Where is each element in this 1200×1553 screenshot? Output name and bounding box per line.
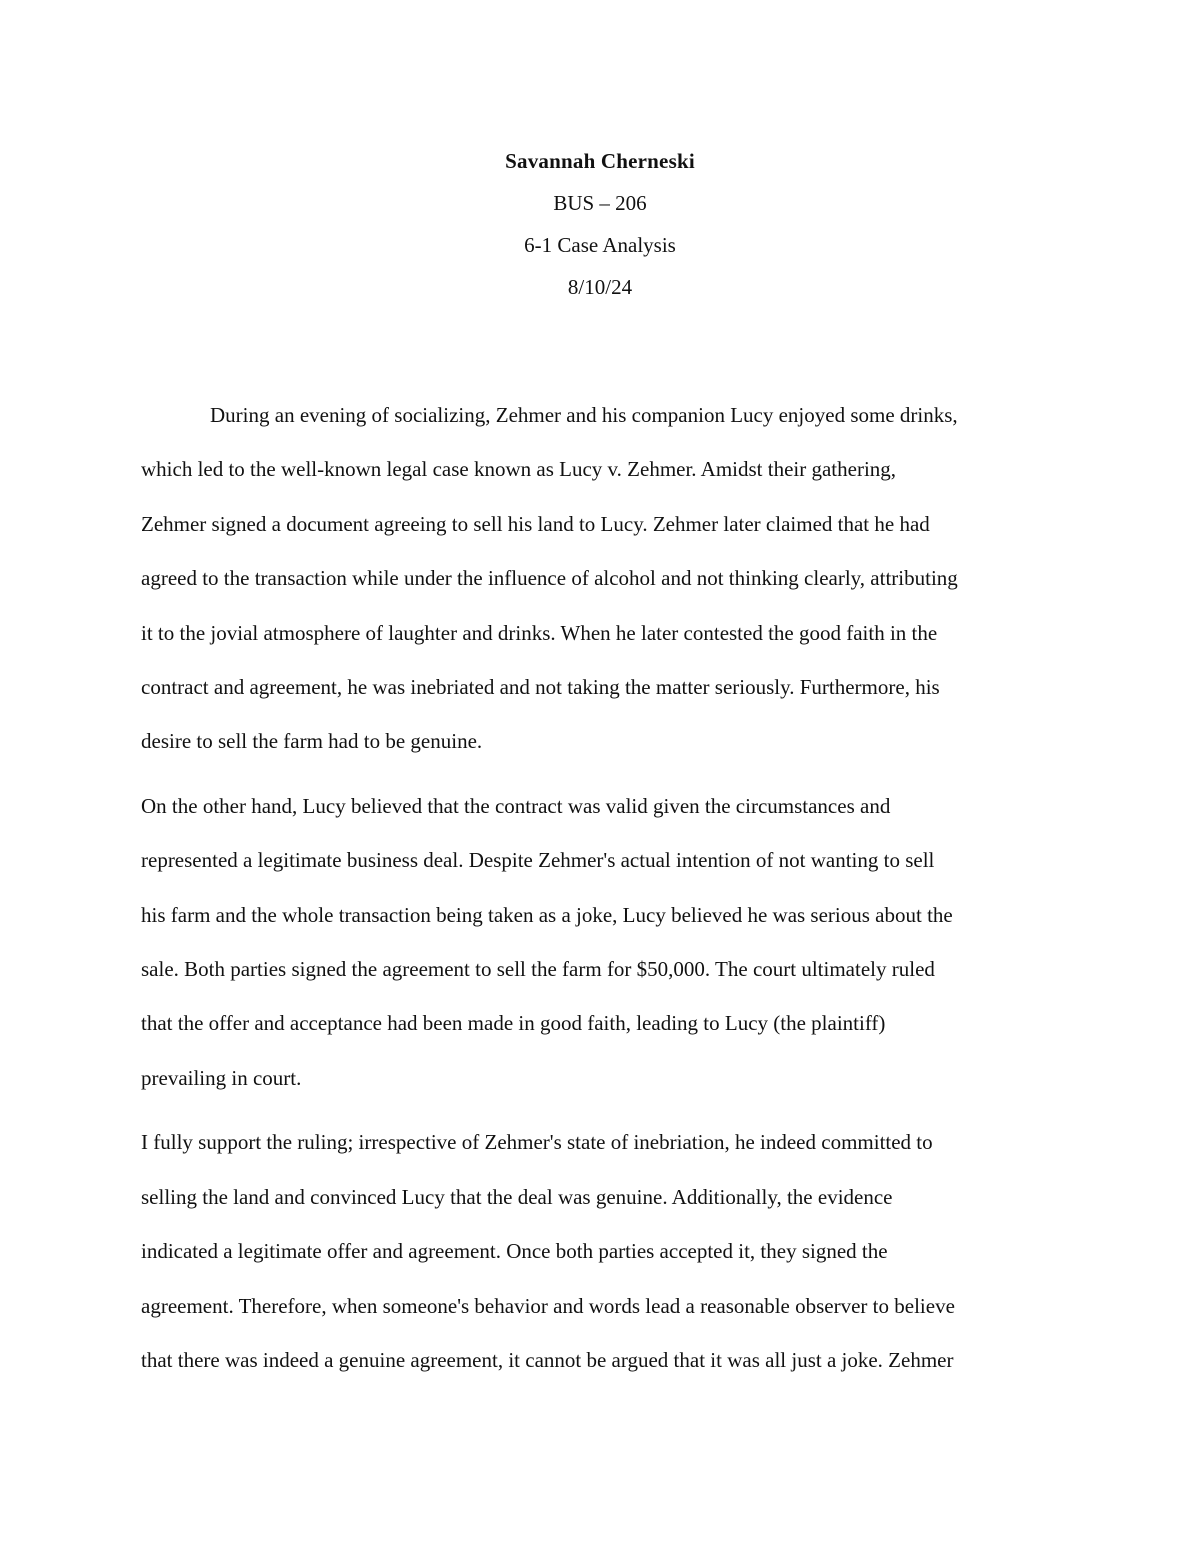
paragraph-line: prevailing in court.	[141, 1065, 302, 1090]
paragraph-line: his farm and the whole transaction being taken as a joke, Lucy believed he was serious about the	[141, 902, 953, 927]
author-name: Savannah Cherneski	[505, 149, 695, 173]
document-date: 8/10/24	[567, 275, 633, 299]
document-header	[0, 140, 1200, 308]
paragraph-line: During an evening of socializing, Zehmer and his companion Lucy enjoyed some drinks,	[210, 403, 958, 427]
document-body	[141, 388, 1061, 1397]
paragraph-line: sale. Both parties signed the agreement to sell the farm for $50,000. The court ultimately ruled	[141, 957, 935, 982]
paragraph-line: agreed to the transaction while under the influence of alcohol and not thinking clearly, attributing	[141, 566, 958, 591]
paragraph-line: which led to the well-known legal case known as Lucy v. Zehmer. Amidst their gathering,	[141, 457, 897, 482]
paragraph-line: I fully support the ruling; irrespective of Zehmer's state of inebriation, he indeed committed to	[141, 1130, 933, 1155]
paragraph-3	[141, 1115, 1061, 1387]
paragraph-line: that the offer and acceptance had been made in good faith, leading to Lucy (the plaintiff)	[141, 1011, 886, 1036]
paragraph-line: contract and agreement, he was inebriated and not taking the matter seriously. Furthermore, his	[141, 675, 940, 700]
paragraph-line: represented a legitimate business deal. Despite Zehmer's actual intention of not wanting to sell	[141, 848, 935, 873]
paragraph-1	[141, 388, 1061, 769]
paragraph-line: it to the jovial atmosphere of laughter and drinks. When he later contested the good faith in the	[141, 620, 938, 645]
course-code: BUS – 206	[553, 191, 647, 215]
paragraph-line: that there was indeed a genuine agreement, it cannot be argued that it was all just a joke. Zehmer	[141, 1347, 954, 1372]
paragraph-line: indicated a legitimate offer and agreement. Once both parties accepted it, they signed the	[141, 1239, 888, 1264]
assignment-title: 6-1 Case Analysis	[524, 233, 676, 257]
paragraph-line: Zehmer signed a document agreeing to sell his land to Lucy. Zehmer later claimed that he had	[141, 511, 930, 536]
paragraph-line: selling the land and convinced Lucy that the deal was genuine. Additionally, the evidence	[141, 1184, 893, 1209]
paragraph-line: desire to sell the farm had to be genuine.	[141, 729, 483, 754]
paragraph-line: agreement. Therefore, when someone's behavior and words lead a reasonable observer to believe	[141, 1293, 955, 1318]
paragraph-line: On the other hand, Lucy believed that the contract was valid given the circumstances and	[141, 793, 891, 818]
paragraph-2	[141, 779, 1061, 1105]
